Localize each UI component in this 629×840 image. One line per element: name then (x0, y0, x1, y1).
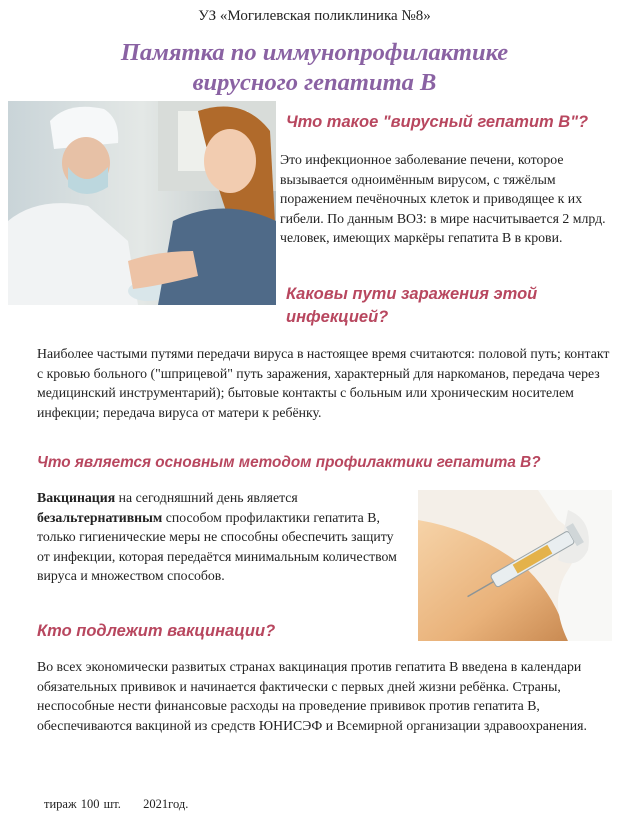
syringe-injection-photo (418, 490, 612, 641)
answer-prevention-text-1: на сегодняшний день является (115, 490, 298, 505)
question-infection-paths-line-2: инфекцией? (286, 308, 389, 326)
question-prevention-method: Что является основным методом профилактики гепатита В? (37, 454, 541, 471)
footer (44, 797, 188, 812)
term-no-alternative: безальтернативным (37, 509, 163, 525)
organization-name: УЗ «Могилевская поликлиника №8» (198, 8, 431, 24)
title-line-2: вирусного гепатита В (192, 69, 437, 96)
circulation: тираж 100 шт. (44, 797, 121, 811)
title-line-1: Памятка по иммунопрофилактике (120, 39, 509, 66)
question-who-vaccinated: Кто подлежит вакцинации? (37, 622, 276, 640)
question-infection-paths (286, 283, 537, 329)
question-what-is-hepatitis: Что такое "вирусный гепатит В"? (286, 113, 589, 131)
print-year: 2021год. (143, 797, 189, 811)
answer-what-is-hepatitis: Это инфекционное заболевание печени, которое вызывается одноимённым вирусом, с тяжёлым поражением печёночных клеток и приводящее к их гибели. По данным ВОЗ: в мире насчитывается 2 млрд. человек, имеющих маркёры гепатита В в крови. (280, 152, 606, 246)
answer-prevention-method (37, 488, 404, 586)
vaccination-nurse-photo (8, 101, 276, 305)
answer-who-vaccinated: Во всех экономически развитых странах вакцинация против гепатита В введена в календари обязательных прививок и начинается фактически с первых дней жизни ребёнка. Страны, неспособные нести финансовые расходы на проведение прививок против гепатита В, обеспечиваются вакциной из средств ЮНИСЭФ и Всемирной организации здравоохранения. (37, 659, 587, 733)
term-vaccination: Вакцинация (37, 490, 116, 505)
answer-prevention-text-2: способом профилактики гепатита В, только гигиенические меры не способны обеспечить защиту от инфекции, которая передаётся минимальным количеством вируса и множеством способов. (37, 509, 397, 584)
page-title (0, 38, 629, 98)
answer-infection-paths: Наиболее частыми путями передачи вируса в настоящее время считаются: половой путь; контакт с кровью больного ("шприцевой" путь заражения, характерный для наркоманов, передача через медицинский инструментарий); бытовые контакты с больным или хроническим носителем инфекции; передача вируса от матери к ребёнку. (37, 346, 610, 420)
question-infection-paths-line-1: Каковы пути заражения этой (286, 285, 538, 303)
